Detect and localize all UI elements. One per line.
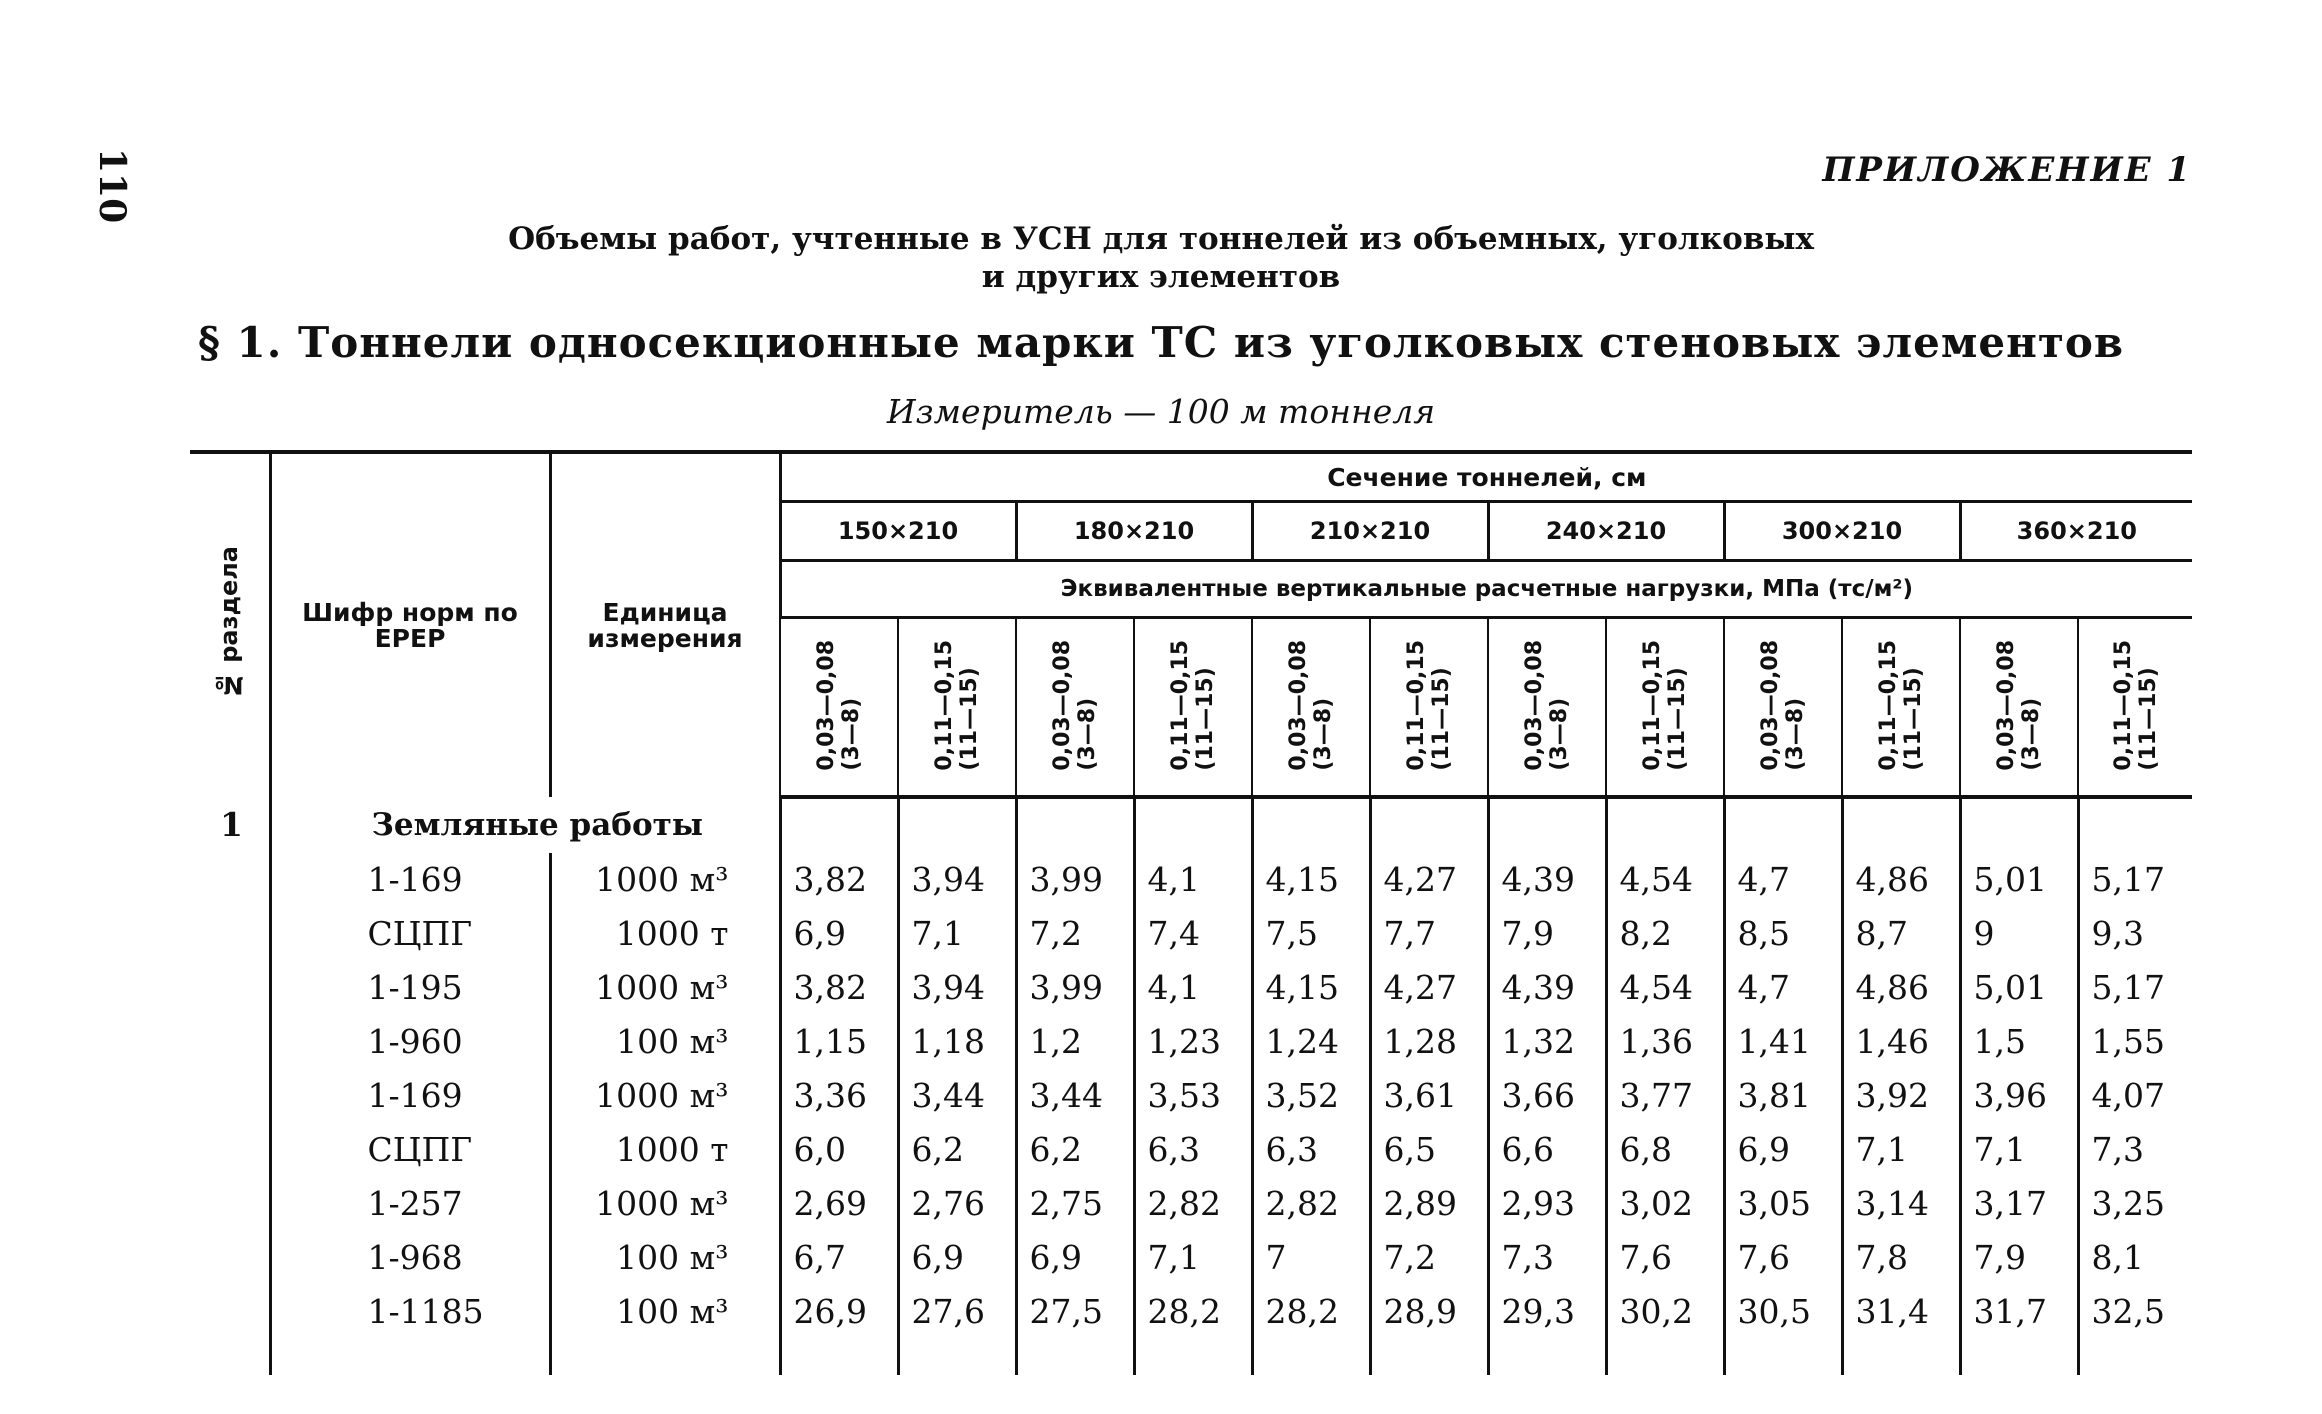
volume-value: 4,39 [1488,961,1606,1015]
volume-value: 7,4 [1134,907,1252,961]
load-range-mpa: 0,11—0,15 [1168,639,1193,771]
volume-value: 3,36 [780,1069,898,1123]
load-range-mpa: 0,11—0,15 [1640,639,1665,771]
volume-value: 6,8 [1606,1123,1724,1177]
col-section-header: № раздела [190,452,270,797]
volume-value: 3,53 [1134,1069,1252,1123]
load-range-tc: (11—15) [1193,666,1218,771]
volume-value: 5,01 [1960,853,2078,907]
load-header [1252,618,1370,798]
volume-value: 2,82 [1252,1177,1370,1231]
load-header [1016,618,1134,798]
norm-code: 1-169 [270,853,550,907]
volume-value: 6,9 [1016,1231,1134,1285]
volume-value: 3,81 [1724,1069,1842,1123]
volume-value: 1,32 [1488,1015,1606,1069]
volume-value: 3,99 [1016,853,1134,907]
volume-value: 4,15 [1252,853,1370,907]
volume-value: 1,2 [1016,1015,1134,1069]
section-number: 1 [220,805,243,844]
volume-value: 7,1 [1134,1231,1252,1285]
heading-line-2: и других элементов [981,259,1341,295]
size-header: 300×210 [1724,502,1960,561]
volume-value: 4,1 [1134,853,1252,907]
volume-value: 3,17 [1960,1177,2078,1231]
volume-value: 4,27 [1370,961,1488,1015]
volume-value: 7,2 [1370,1231,1488,1285]
volume-value: 1,36 [1606,1015,1724,1069]
volume-value: 3,44 [898,1069,1016,1123]
load-header [898,618,1016,798]
volume-value: 27,5 [1016,1285,1134,1339]
load-range-tc: (3—8) [1547,697,1572,771]
volume-value: 32,5 [2078,1285,2192,1339]
norm-code: 1-169 [270,1069,550,1123]
load-range-tc: (11—15) [1429,666,1454,771]
volume-value: 1,28 [1370,1015,1488,1069]
volume-value: 7,3 [1488,1231,1606,1285]
volume-value: 4,07 [2078,1069,2192,1123]
unit: 100 м³ [550,1285,780,1339]
volume-value: 30,2 [1606,1285,1724,1339]
volume-value: 6,5 [1370,1123,1488,1177]
size-header: 180×210 [1016,502,1252,561]
volume-value: 4,7 [1724,961,1842,1015]
load-range-mpa: 0,11—0,15 [1876,639,1901,771]
load-header [1134,618,1252,798]
volume-value: 3,96 [1960,1069,2078,1123]
col-unit-header: Единица измерения [550,452,780,797]
unit: 1000 м³ [550,853,780,907]
norm-code: 1-195 [270,961,550,1015]
volume-value: 1,55 [2078,1015,2192,1069]
load-range-tc: (3—8) [1311,697,1336,771]
table-row [190,853,2192,907]
unit: 1000 м³ [550,1069,780,1123]
volume-value: 2,76 [898,1177,1016,1231]
unit: 100 м³ [550,1015,780,1069]
table-row [190,907,2192,961]
volumes-table [190,450,2192,1375]
volume-value: 4,54 [1606,961,1724,1015]
col-code-header: Шифр норм по ЕРЕР [270,452,550,797]
load-range-mpa: 0,11—0,15 [2110,639,2136,771]
volume-value: 3,92 [1842,1069,1960,1123]
volume-value: 4,27 [1370,853,1488,907]
norm-code: 1-257 [270,1177,550,1231]
volume-value: 8,7 [1842,907,1960,961]
appendix-label: ПРИЛОЖЕНИЕ 1 [1822,150,2192,190]
volume-value: 3,14 [1842,1177,1960,1231]
volume-value: 4,86 [1842,961,1960,1015]
section-cell [190,907,270,961]
volume-value: 3,25 [2078,1177,2192,1231]
section-cell [190,1069,270,1123]
norm-code: 1-968 [270,1231,550,1285]
unit: 1000 т [550,1123,780,1177]
volume-value: 6,9 [1724,1123,1842,1177]
volume-value: 3,05 [1724,1177,1842,1231]
volume-value: 31,4 [1842,1285,1960,1339]
loads-header: Эквивалентные вертикальные расчетные нагрузки, МПа (тс/м²) [780,561,2192,618]
load-range-mpa: 0,03—0,08 [1286,639,1311,771]
volume-value: 7,2 [1016,907,1134,961]
load-range-tc: (11—15) [2135,666,2161,771]
section-cell [190,1015,270,1069]
volume-value: 2,69 [780,1177,898,1231]
volume-value: 5,17 [2078,853,2192,907]
size-header: 150×210 [780,502,1016,561]
volume-value: 7,7 [1370,907,1488,961]
volume-value: 1,23 [1134,1015,1252,1069]
volume-value: 4,1 [1134,961,1252,1015]
table-row [190,1285,2192,1339]
volume-value: 6,3 [1134,1123,1252,1177]
volume-value: 3,99 [1016,961,1134,1015]
load-header [1488,618,1606,798]
document-heading [0,220,2322,296]
unit: 100 м³ [550,1231,780,1285]
norm-code: СЦПГ [270,1123,550,1177]
volume-value: 7,8 [1842,1231,1960,1285]
size-header: 240×210 [1488,502,1724,561]
section-cell [190,1231,270,1285]
volume-value: 3,94 [898,961,1016,1015]
load-range-tc: (11—15) [1901,666,1926,771]
load-range-tc: (11—15) [957,666,982,771]
volume-value: 3,94 [898,853,1016,907]
volume-value: 30,5 [1724,1285,1842,1339]
volume-value: 6,2 [898,1123,1016,1177]
volume-value: 9,3 [2078,907,2192,961]
norm-code: 1-960 [270,1015,550,1069]
load-header [1842,618,1960,798]
volume-value: 3,61 [1370,1069,1488,1123]
volume-value: 8,5 [1724,907,1842,961]
sections-header: Сечение тоннелей, см [780,452,2192,502]
table-row [190,961,2192,1015]
volume-value: 7,9 [1960,1231,2078,1285]
volume-value: 6,3 [1252,1123,1370,1177]
volume-value: 28,2 [1134,1285,1252,1339]
volume-value: 8,2 [1606,907,1724,961]
volume-value: 9 [1960,907,2078,961]
volume-value: 2,82 [1134,1177,1252,1231]
volume-value: 1,24 [1252,1015,1370,1069]
unit: 1000 т [550,907,780,961]
volume-value: 1,15 [780,1015,898,1069]
volume-value: 27,6 [898,1285,1016,1339]
volume-value: 1,41 [1724,1015,1842,1069]
unit: 1000 м³ [550,961,780,1015]
volume-value: 28,2 [1252,1285,1370,1339]
load-range-mpa: 0,11—0,15 [1404,639,1429,771]
volume-value: 7,3 [2078,1123,2192,1177]
volume-value: 7,9 [1488,907,1606,961]
unit: 1000 м³ [550,1177,780,1231]
load-range-tc: (3—8) [1075,697,1100,771]
load-range-tc: (3—8) [2019,697,2044,771]
volume-value: 3,82 [780,853,898,907]
volume-value: 7,6 [1724,1231,1842,1285]
load-range-mpa: 0,03—0,08 [1758,639,1783,771]
volume-value: 6,0 [780,1123,898,1177]
volume-value: 7,6 [1606,1231,1724,1285]
volume-value: 7,1 [1842,1123,1960,1177]
volume-value: 3,52 [1252,1069,1370,1123]
section-cell [190,1285,270,1339]
load-range-mpa: 0,03—0,08 [1050,639,1075,771]
load-header [2078,618,2192,798]
volume-value: 8,1 [2078,1231,2192,1285]
volume-value: 29,3 [1488,1285,1606,1339]
volume-value: 26,9 [780,1285,898,1339]
load-header [1960,618,2078,798]
section-cell [190,1123,270,1177]
volume-value: 4,54 [1606,853,1724,907]
volume-value: 6,9 [780,907,898,961]
volume-value: 7,1 [1960,1123,2078,1177]
load-header [1370,618,1488,798]
load-range-mpa: 0,03—0,08 [814,639,839,771]
section-title: § 1. Тоннели односекционные марки ТС из уголковых стеновых элементов [197,318,2125,367]
volume-value: 5,01 [1960,961,2078,1015]
measure-unit-caption: Измеритель — 100 м тоннеля [886,392,1436,431]
volume-value: 28,9 [1370,1285,1488,1339]
size-header: 360×210 [1960,502,2192,561]
volume-value: 1,18 [898,1015,1016,1069]
table-row [190,1231,2192,1285]
volume-value: 4,39 [1488,853,1606,907]
volume-value: 4,15 [1252,961,1370,1015]
table-row [190,1177,2192,1231]
volume-value: 3,44 [1016,1069,1134,1123]
volume-value: 3,66 [1488,1069,1606,1123]
load-header [1724,618,1842,798]
volume-value: 7,5 [1252,907,1370,961]
norm-code: СЦПГ [270,907,550,961]
table-row [190,1123,2192,1177]
load-range-mpa: 0,11—0,15 [932,639,957,771]
volume-value: 2,89 [1370,1177,1488,1231]
load-range-tc: (3—8) [839,697,864,771]
load-range-mpa: 0,03—0,08 [1994,639,2019,771]
volume-value: 1,5 [1960,1015,2078,1069]
load-header [1606,618,1724,798]
size-header: 210×210 [1252,502,1488,561]
section-cell [190,853,270,907]
table-row [190,1015,2192,1069]
table-row [190,1069,2192,1123]
heading-line-1: Объемы работ, учтенные в УСН для тоннелей из объемных, уголковых [508,221,1814,257]
page-number: 110 [91,148,133,224]
volume-value: 31,7 [1960,1285,2078,1339]
volume-value: 6,6 [1488,1123,1606,1177]
volume-value: 3,02 [1606,1177,1724,1231]
volume-value: 6,9 [898,1231,1016,1285]
volume-value: 4,86 [1842,853,1960,907]
volume-value: 4,7 [1724,853,1842,907]
volume-value: 2,93 [1488,1177,1606,1231]
volume-value: 5,17 [2078,961,2192,1015]
volume-value: 1,46 [1842,1015,1960,1069]
volume-value: 6,2 [1016,1123,1134,1177]
section-cell [190,1177,270,1231]
volume-value: 7 [1252,1231,1370,1285]
volume-value: 3,82 [780,961,898,1015]
load-range-tc: (3—8) [1783,697,1808,771]
load-header [780,618,898,798]
volume-value: 2,75 [1016,1177,1134,1231]
load-range-tc: (11—15) [1665,666,1690,771]
volume-value: 3,77 [1606,1069,1724,1123]
section-cell [190,961,270,1015]
volume-value: 7,1 [898,907,1016,961]
volume-value: 6,7 [780,1231,898,1285]
load-range-mpa: 0,03—0,08 [1522,639,1547,771]
group-title: Земляные работы [270,797,780,853]
norm-code: 1-1185 [270,1285,550,1339]
